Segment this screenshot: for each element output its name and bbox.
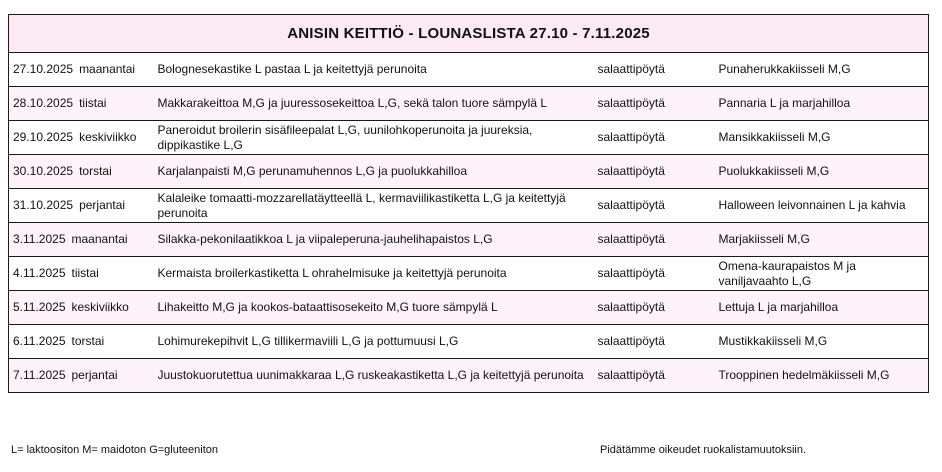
menu-weekday: tiistai xyxy=(71,266,99,280)
date-cell xyxy=(9,87,154,121)
date-cell xyxy=(9,121,154,155)
menu-row xyxy=(9,121,929,155)
menu-row xyxy=(9,53,929,87)
menu-row xyxy=(9,223,929,257)
menu-dish: Karjalanpaisti M,G perunamuhennos L,G ja puolukkahilloa xyxy=(154,155,594,189)
menu-weekday: perjantai xyxy=(79,198,126,212)
menu-weekday: perjantai xyxy=(71,368,118,382)
menu-weekday: maanantai xyxy=(71,232,128,246)
menu-weekday: keskiviikko xyxy=(71,300,129,314)
menu-dessert: Puolukkakiisseli M,G xyxy=(715,155,929,189)
menu-dish: Kalaleike tomaatti-mozzarellatäytteellä L, kermaviilikastiketta L,G ja keitettyjä perunoita xyxy=(154,189,594,223)
menu-salad: salaattipöytä xyxy=(594,87,715,121)
menu-date: 4.11.2025 xyxy=(13,266,66,280)
menu-dessert: Mansikkakiisseli M,G xyxy=(715,121,929,155)
menu-dessert: Trooppinen hedelmäkiisseli M,G xyxy=(715,359,929,393)
menu-title: ANISIN KEITTIÖ - LOUNASLISTA 27.10 - 7.11.2025 xyxy=(287,25,650,42)
menu-salad: salaattipöytä xyxy=(594,359,715,393)
menu-row xyxy=(9,155,929,189)
menu-dessert: Halloween leivonnainen L ja kahvia xyxy=(715,189,929,223)
menu-dessert: Marjakiisseli M,G xyxy=(715,223,929,257)
menu-dish: Lohimurekepihvit L,G tillikermaviili L,G ja pottumuusi L,G xyxy=(154,325,594,359)
menu-weekday: torstai xyxy=(71,334,105,348)
menu-dish: Paneroidut broilerin sisäfileepalat L,G, uunilohkoperunoita ja juureksia, dippikastike L,G xyxy=(154,121,594,155)
menu-weekday: torstai xyxy=(79,164,112,178)
menu-dessert: Lettuja L ja marjahilloa xyxy=(715,291,929,325)
menu-row xyxy=(9,189,929,223)
menu-date: 3.11.2025 xyxy=(13,232,66,246)
menu-dessert: Punaherukkakiisseli M,G xyxy=(715,53,929,87)
date-cell xyxy=(9,291,154,325)
menu-title-cell xyxy=(9,15,929,53)
date-cell xyxy=(9,325,154,359)
menu-weekday: maanantai xyxy=(79,62,136,76)
date-cell xyxy=(9,53,154,87)
menu-date: 6.11.2025 xyxy=(13,334,66,348)
date-cell xyxy=(9,189,154,223)
menu-row xyxy=(9,291,929,325)
menu-date: 5.11.2025 xyxy=(13,300,66,314)
menu-dish: Lihakeitto M,G ja kookos-bataattisosekeito M,G tuore sämpylä L xyxy=(154,291,594,325)
menu-date: 7.11.2025 xyxy=(13,368,66,382)
title-row xyxy=(9,15,929,53)
menu-salad: salaattipöytä xyxy=(594,155,715,189)
menu-weekday: tiistai xyxy=(79,96,107,110)
menu-salad: salaattipöytä xyxy=(594,325,715,359)
menu-salad: salaattipöytä xyxy=(594,257,715,291)
lunch-menu-table xyxy=(8,14,929,393)
menu-dish: Silakka-pekonilaatikkoa L ja viipaleperuna-jauhelihapaistos L,G xyxy=(154,223,594,257)
date-cell xyxy=(9,155,154,189)
change-notice: Pidätämme oikeudet ruokalistamuutoksiin. xyxy=(600,444,807,456)
allergen-legend: L= laktoositon M= maidoton G=gluteeniton xyxy=(11,444,218,456)
menu-dish: Kermaista broilerkastiketta L ohrahelmisuke ja keitettyjä perunoita xyxy=(154,257,594,291)
menu-row xyxy=(9,325,929,359)
menu-dessert: Pannaria L ja marjahilloa xyxy=(715,87,929,121)
menu-date: 29.10.2025 xyxy=(13,130,74,144)
menu-weekday: keskiviikko xyxy=(79,130,137,144)
menu-salad: salaattipöytä xyxy=(594,291,715,325)
menu-salad: salaattipöytä xyxy=(594,189,715,223)
menu-date: 27.10.2025 xyxy=(13,62,74,76)
menu-salad: salaattipöytä xyxy=(594,53,715,87)
menu-date: 31.10.2025 xyxy=(13,198,74,212)
menu-row xyxy=(9,87,929,121)
date-cell xyxy=(9,359,154,393)
menu-row xyxy=(9,257,929,291)
menu-dish: Makkarakeittoa M,G ja juuressosekeittoa L,G, sekä talon tuore sämpylä L xyxy=(154,87,594,121)
menu-salad: salaattipöytä xyxy=(594,223,715,257)
menu-salad: salaattipöytä xyxy=(594,121,715,155)
menu-date: 30.10.2025 xyxy=(13,164,74,178)
menu-date: 28.10.2025 xyxy=(13,96,74,110)
menu-body xyxy=(9,15,929,393)
menu-row xyxy=(9,359,929,393)
date-cell xyxy=(9,257,154,291)
menu-dish: Juustokuorutettua uunimakkaraa L,G ruskeakastiketta L,G ja keitettyjä perunoita xyxy=(154,359,594,393)
menu-dessert: Omena-kaurapaistos M ja vaniljavaahto L,G xyxy=(715,257,929,291)
menu-dessert: Mustikkakiisseli M,G xyxy=(715,325,929,359)
date-cell xyxy=(9,223,154,257)
menu-dish: Bolognesekastike L pastaa L ja keitettyjä perunoita xyxy=(154,53,594,87)
